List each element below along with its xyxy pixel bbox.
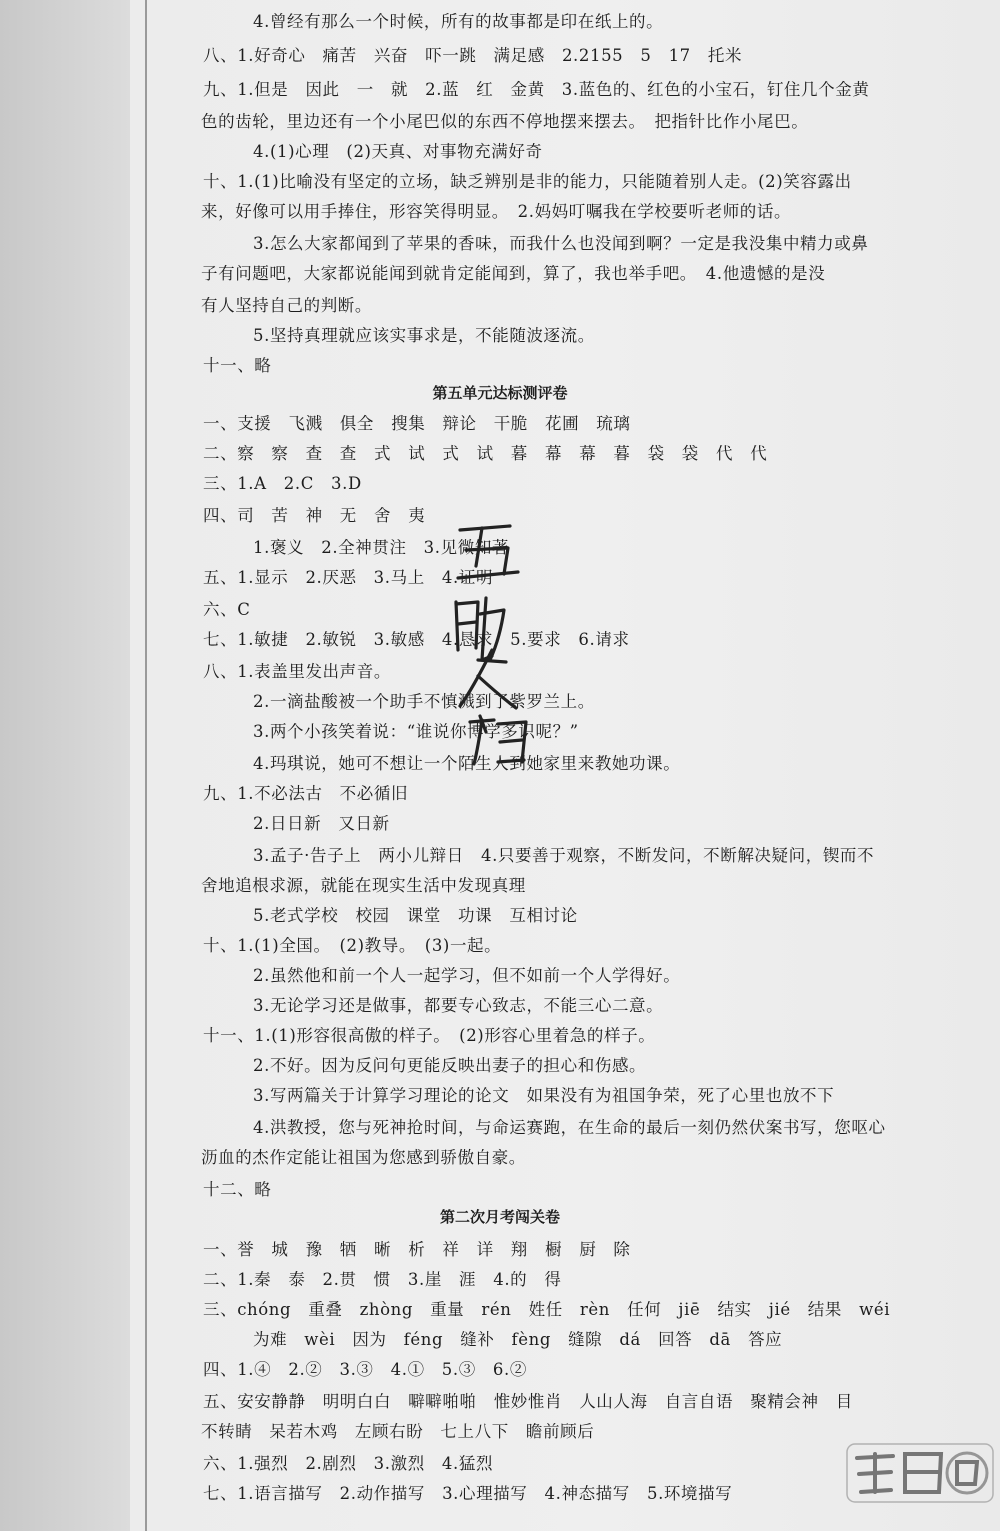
watermark-logo — [845, 1440, 995, 1528]
answer-line: 十、1.(1)比喻没有坚定的立场，缺乏辨别是非的能力，只能随着别人走。(2)笑容露出 — [203, 172, 852, 191]
answer-line: 3.怎么大家都闻到了苹果的香味，而我什么也没闻到啊？一定是我没集中精力或鼻 — [253, 234, 869, 253]
answer-line: 4.(1)心理 (2)天真、对事物充满好奇 — [253, 142, 543, 161]
answer-line: 3.孟子·告子上 两小儿辩日 4.只要善于观察，不断发问，不断解决疑问，锲而不 — [253, 846, 875, 865]
answer-line: 五、安安静静 明明白白 噼噼啪啪 惟妙惟肖 人山人海 自言自语 聚精会神 目 — [203, 1392, 853, 1411]
answer-line: 3.写两篇关于计算学习理论的论文 如果没有为祖国争荣，死了心里也放不下 — [253, 1086, 835, 1105]
handwritten-signature — [420, 510, 540, 780]
answer-line: 四、司 苦 神 无 舍 夷 — [203, 506, 426, 525]
answer-line: 九、1.不必法古 不必循旧 — [203, 784, 409, 803]
answer-line: 3.两个小孩笑着说：“谁说你博学多识呢？” — [253, 722, 579, 741]
binding-shadow — [0, 0, 130, 1531]
margin-rule — [145, 0, 147, 1531]
answer-line: 二、察 察 查 查 式 试 式 试 暮 幕 幕 暮 袋 袋 代 代 — [203, 444, 768, 463]
answer-line: 沥血的杰作定能让祖国为您感到骄傲自豪。 — [201, 1148, 526, 1167]
answer-line: 十二、略 — [203, 1180, 272, 1199]
answer-line: 七、1.敏捷 2.敏锐 3.敏感 4.恳求 5.要求 6.请求 — [203, 630, 630, 649]
answer-line: 三、chóng 重叠 zhòng 重量 rén 姓任 rèn 任何 jiē 结实 jié 结果 wéi — [203, 1300, 891, 1319]
answer-line: 来，好像可以用手捧住，形容笑得明显。 2.妈妈叮嘱我在学校要听老师的话。 — [201, 202, 792, 221]
answer-line: 七、1.语言描写 2.动作描写 3.心理描写 4.神态描写 5.环境描写 — [203, 1484, 733, 1503]
section-heading-month2: 第二次月考闯关卷 — [439, 1208, 560, 1226]
answer-line: 4.洪教授，您与死神抢时间，与命运赛跑，在生命的最后一刻仍然伏案书写，您呕心 — [253, 1118, 886, 1137]
answer-line: 4.曾经有那么一个时候，所有的故事都是印在纸上的。 — [253, 12, 664, 31]
answer-line: 五、1.显示 2.厌恶 3.马上 4.证明 — [203, 568, 494, 587]
answer-line: 不转睛 呆若木鸡 左顾右盼 七上八下 瞻前顾后 — [201, 1422, 595, 1441]
answer-line: 1.褒义 2.全神贯注 3.见微知著 — [253, 538, 510, 557]
answer-line: 三、1.A 2.C 3.D — [203, 474, 362, 493]
answer-line: 十、1.(1)全国。 (2)教导。 (3)一起。 — [203, 936, 502, 955]
answer-line: 四、1.④ 2.② 3.③ 4.① 5.③ 6.② — [203, 1360, 527, 1379]
answer-line: 六、1.强烈 2.剧烈 3.激烈 4.猛烈 — [203, 1454, 494, 1473]
answer-line: 八、1.表盖里发出声音。 — [203, 662, 391, 681]
answer-line: 六、C — [203, 600, 251, 619]
answer-line: 2.日日新 又日新 — [253, 814, 390, 833]
answer-line: 2.虽然他和前一个人一起学习，但不如前一个人学得好。 — [253, 966, 681, 985]
answer-line: 5.坚持真理就应该实事求是，不能随波逐流。 — [253, 326, 595, 345]
answer-line: 5.老式学校 校园 课堂 功课 互相讨论 — [253, 906, 578, 925]
answer-line: 舍地追根求源，就能在现实生活中发现真理 — [201, 876, 526, 895]
answer-line: 为难 wèi 因为 féng 缝补 fèng 缝隙 dá 回答 dā 答应 — [253, 1330, 783, 1349]
answer-line: 一、誉 城 豫 牺 晰 析 祥 详 翔 橱 厨 除 — [203, 1240, 631, 1259]
section-heading-unit5: 第五单元达标测评卷 — [432, 384, 568, 402]
answer-line: 2.不好。因为反问句更能反映出妻子的担心和伤感。 — [253, 1056, 647, 1075]
answer-line: 4.玛琪说，她可不想让一个陌生人到她家里来教她功课。 — [253, 754, 681, 773]
answer-line: 子有问题吧，大家都说能闻到就肯定能闻到，算了，我也举手吧。 4.他遗憾的是没 — [201, 264, 826, 283]
answer-line: 八、1.好奇心 痛苦 兴奋 吓一跳 满足感 2.2155 5 17 托米 — [203, 46, 743, 65]
answer-line: 有人坚持自己的判断。 — [201, 296, 372, 315]
answer-line: 色的齿轮，里边还有一个小尾巴似的东西不停地摆来摆去。 把指针比作小尾巴。 — [201, 112, 809, 131]
answer-line: 一、支援 飞溅 俱全 搜集 辩论 干脆 花圃 琉璃 — [203, 414, 631, 433]
answer-line: 九、1.但是 因此 一 就 2.蓝 红 金黄 3.蓝色的、红色的小宝石，钉住几个金黄 — [203, 80, 870, 99]
answer-line: 3.无论学习还是做事，都要专心致志，不能三心二意。 — [253, 996, 664, 1015]
answer-line: 2.一滴盐酸被一个助手不慎溅到了紫罗兰上。 — [253, 692, 595, 711]
answer-line: 十一、略 — [203, 356, 272, 375]
answer-line: 十一、1.(1)形容很高傲的样子。 (2)形容心里着急的样子。 — [203, 1026, 656, 1045]
answer-line: 二、1.秦 泰 2.贯 惯 3.崖 涯 4.的 得 — [203, 1270, 562, 1289]
